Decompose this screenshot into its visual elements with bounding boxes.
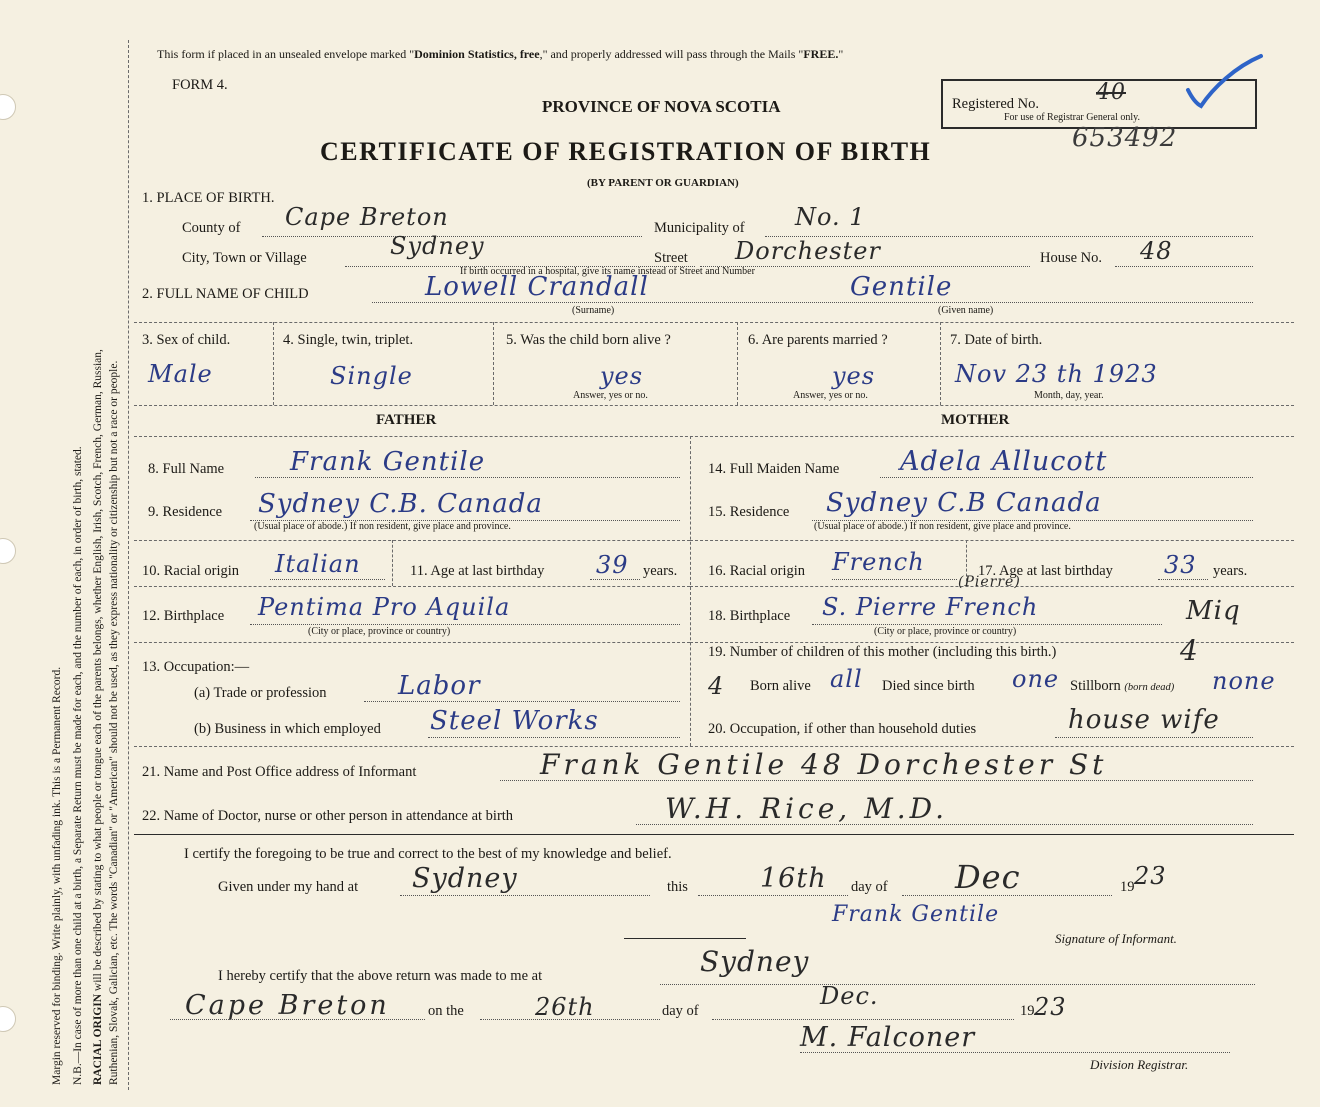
doctor-label: 22. Name of Doctor, nurse or other person in attendance at birth (142, 808, 514, 824)
married-label: 6. Are parents married ? (748, 332, 888, 348)
father-name-value: Frank Gentile (290, 447, 486, 477)
check-mark-icon (1185, 52, 1265, 117)
father-residence-caption: (Usual place of abode.) If non resident, give place and province. (254, 521, 511, 532)
mother-racial-label: 16. Racial origin (708, 563, 806, 579)
child-surname-value: Gentile (850, 272, 953, 302)
father-name-line (255, 477, 680, 478)
county-value: Cape Breton (285, 203, 449, 231)
divider-row3-bottom (134, 405, 1294, 406)
mother-birthplace-caption: (City or place, province or country) (874, 626, 1017, 637)
surname-caption: (Surname) (572, 305, 615, 316)
hospital-note: If birth occurred in a hospital, give its name instead of Street and Number (460, 266, 755, 277)
divider-row3-top (134, 322, 1294, 323)
mother-name-value: Adela Allucott (900, 446, 1108, 477)
divider-certify-top (134, 834, 1294, 835)
father-racial-label: 10. Racial origin (142, 563, 240, 579)
father-name-label: 8. Full Name (148, 461, 225, 477)
municipality-value: No. 1 (795, 203, 866, 231)
registrar-month-line (712, 1019, 1014, 1020)
mother-birthplace-value: S. Pierre French (822, 593, 1039, 621)
registrar-year-prefix: 19 (1020, 1003, 1035, 1019)
municipality-label: Municipality of (654, 220, 745, 236)
certify-day-value: 16th (760, 863, 827, 894)
father-trade-label: (a) Trade or profession (194, 685, 327, 701)
registered-value: 40 (1096, 80, 1126, 105)
house-label: House No. (1040, 250, 1103, 266)
street-value: Dorchester (735, 237, 881, 265)
mother-children-value: 4 (1180, 634, 1199, 667)
divider-mother-residence (690, 540, 1294, 541)
mother-occupation-line (1055, 737, 1253, 738)
child-name-line (372, 302, 1253, 303)
father-trade-value: Labor (398, 671, 481, 701)
margin-line-binding: Margin reserved for binding. Write plainly, with unfading ink. This is a Permanent Record. (51, 666, 63, 1085)
house-line (1115, 266, 1253, 267)
city-label: City, Town or Village (182, 250, 307, 266)
registrar-signature: M. Falconer (800, 1022, 976, 1053)
given-under-label: Given under my hand at (218, 879, 359, 895)
father-birthplace-line (250, 624, 680, 625)
form-number: FORM 4. (172, 77, 228, 93)
father-birthplace-value: Pentima Pro Aquila (258, 593, 511, 621)
mother-age-value: 33 (1164, 551, 1197, 579)
margin-instructions (0, 0, 130, 1107)
father-business-line (428, 737, 680, 738)
mother-age-line (1158, 579, 1208, 580)
registrar-county-value: Cape Breton (185, 990, 390, 1021)
informant-label: 21. Name and Post Office address of Informant (142, 764, 417, 780)
father-racial-value: Italian (275, 550, 361, 578)
sex-label: 3. Sex of child. (142, 332, 231, 348)
registrar-county-line (170, 1019, 425, 1020)
mother-residence-value: Sydney C.B Canada (826, 488, 1102, 518)
certify-day-of-label: day of (851, 879, 888, 895)
division-registrar-caption: Division Registrar. (1090, 1057, 1189, 1072)
certify-statement: I certify the foregoing to be true and correct to the best of my knowledge and belief. (184, 846, 672, 862)
registrar-place-value: Sydney (700, 945, 810, 978)
child-name-label: 2. FULL NAME OF CHILD (142, 286, 309, 302)
signature-informant-caption: Signature of Informant. (1055, 931, 1177, 946)
certificate-subtitle: (BY PARENT OR GUARDIAN) (587, 177, 739, 189)
mail-notice-b: Dominion Statistics, free (414, 47, 540, 61)
mother-age-label: 17. Age at last birthday (978, 563, 1113, 579)
margin-racial-heading: RACIAL ORIGIN (92, 993, 104, 1085)
married-value: yes (832, 362, 876, 390)
registrar-day-of-label: day of (662, 1003, 699, 1019)
born-alive-value: yes (600, 362, 644, 390)
given-caption: (Given name) (938, 305, 994, 316)
dob-label: 7. Date of birth. (950, 332, 1043, 348)
father-residence-value: Sydney C.B. Canada (258, 489, 543, 519)
mother-died-value: one (1012, 665, 1060, 693)
plurality-label: 4. Single, twin, triplet. (283, 332, 414, 348)
mail-notice-d: FREE. (803, 47, 839, 61)
divider-col-2 (493, 322, 494, 405)
plurality-value: Single (330, 362, 413, 390)
registered-label: Registered No. (952, 96, 1039, 112)
certificate-title: CERTIFICATE OF REGISTRATION OF BIRTH (320, 137, 932, 166)
mother-name-line (880, 477, 1253, 478)
father-racial-line (270, 579, 385, 580)
certify-this-label: this (667, 879, 688, 895)
registrar-year-value: 23 (1034, 993, 1067, 1021)
divider-father-residence (134, 540, 690, 541)
mother-birthplace-label: 18. Birthplace (708, 608, 791, 624)
stillborn-text: Stillborn (1070, 678, 1121, 694)
certify-day-line (698, 895, 848, 896)
registrar-statement: I hereby certify that the above return was made to me at (218, 968, 543, 984)
divider-father-birthplace-bottom (134, 642, 690, 643)
father-age-label: 11. Age at last birthday (410, 563, 545, 579)
mail-notice-a: This form if placed in an unsealed envelope marked " (157, 47, 415, 61)
mother-occupation-value: house wife (1068, 705, 1220, 735)
certify-year-prefix: 19 (1120, 879, 1135, 895)
registrar-on-the-label: on the (428, 1003, 464, 1019)
mother-years-label: years. (1213, 563, 1248, 579)
stamp-number: 653492 (1072, 123, 1178, 153)
mother-stillborn-label (1070, 678, 1174, 695)
divider-parents-heading (134, 436, 1294, 437)
given-place-line (400, 895, 650, 896)
certify-year-value: 23 (1134, 862, 1167, 890)
child-given-value: Lowell Crandall (425, 272, 649, 302)
place-of-birth-heading: 1. PLACE OF BIRTH. (142, 190, 275, 206)
divider-father-racial-bottom (134, 586, 690, 587)
father-age-line (590, 579, 640, 580)
father-business-value: Steel Works (430, 706, 599, 736)
registrar-day-value: 26th (535, 993, 595, 1021)
margin-racial-text: will be described by stating to what people or tongue each of the parents belongs, whether English, Irish, Scotch, French, German, Russian, (92, 349, 104, 994)
informant-signature: Frank Gentile (832, 902, 1000, 927)
mother-birthplace-line (812, 624, 1162, 625)
certify-place-value: Sydney (412, 863, 518, 894)
divider-parents-center (690, 436, 691, 746)
sex-value: Male (148, 360, 213, 388)
mother-children-label: 19. Number of children of this mother (including this birth.) (708, 644, 1057, 660)
divider-col-4 (940, 322, 941, 405)
mother-occupation-label: 20. Occupation, if other than household duties (708, 721, 977, 737)
binding-line (128, 40, 129, 1090)
mother-born-alive-label: Born alive (750, 678, 811, 694)
father-birthplace-label: 12. Birthplace (142, 608, 225, 624)
mail-notice-c: ," and properly addressed will pass through the Mails " (539, 47, 804, 61)
doctor-value: W.H. Rice, M.D. (665, 792, 949, 825)
born-alive-label: 5. Was the child born alive ? (506, 332, 671, 348)
mail-notice-e: " (838, 47, 844, 61)
mother-residence-label: 15. Residence (708, 504, 790, 520)
province-heading: PROVINCE OF NOVA SCOTIA (542, 97, 781, 116)
divider-mother-birthplace-bottom (690, 642, 1294, 643)
county-label: County of (182, 220, 241, 236)
mail-notice (157, 47, 843, 62)
mother-name-label: 14. Full Maiden Name (708, 461, 840, 477)
mother-racial-line (832, 579, 957, 580)
registrar-month-value: Dec. (820, 982, 879, 1010)
divider-col-3 (737, 322, 738, 405)
father-business-label: (b) Business in which employed (194, 721, 381, 737)
mother-stillborn-value: none (1212, 667, 1276, 695)
street-label: Street (654, 250, 688, 266)
divider-father-racial (392, 540, 393, 586)
mother-birthplace-extra: Miq (1186, 596, 1241, 626)
mother-born-alive-value: all (830, 665, 863, 693)
married-caption: Answer, yes or no. (793, 390, 868, 401)
father-heading: FATHER (376, 412, 437, 428)
dob-value: Nov 23 th 1923 (955, 360, 1158, 388)
father-years-label: years. (643, 563, 678, 579)
born-alive-caption: Answer, yes or no. (573, 390, 648, 401)
house-value: 48 (1140, 237, 1173, 265)
mother-racial-value: French (832, 548, 925, 576)
registrar-place-line (660, 984, 1255, 985)
mother-residence-caption: (Usual place of abode.) If non resident, give place and province. (814, 521, 1071, 532)
stillborn-caption: (born dead) (1124, 682, 1175, 693)
certify-month-value: Dec (955, 858, 1021, 896)
mother-born-alive-count: 4 (708, 672, 725, 700)
mother-birthplace-correction: (Pierre) (958, 574, 1021, 590)
mother-died-label: Died since birth (882, 678, 975, 694)
margin-line-nb: N.B.—In case of more than one child at a birth, a Separate Return must be made for each, and the number of each, in order of birth, stated. (71, 446, 84, 1085)
city-value: Sydney (390, 232, 485, 260)
divider-parents-bottom (134, 746, 1294, 747)
father-residence-label: 9. Residence (148, 504, 223, 520)
registrar-note: For use of Registrar General only. (1004, 112, 1140, 123)
informant-value: Frank Gentile 48 Dorchester St (540, 748, 1108, 781)
father-birthplace-caption: (City or place, province or country) (308, 626, 451, 637)
margin-line-ruthenian: Ruthenian, Slovak, Galician, etc. The words "Canadian" or "American" should not be used, as they express nationality or citizenship but not a race or people. (107, 360, 120, 1085)
divider-signature (624, 938, 746, 939)
mother-heading: MOTHER (941, 412, 1010, 428)
father-occupation-label: 13. Occupation:— (142, 659, 250, 675)
dob-caption: Month, day, year. (1034, 390, 1104, 401)
margin-line-racial (91, 0, 107, 1107)
divider-col-1 (273, 322, 274, 405)
father-age-value: 39 (596, 551, 629, 579)
registrar-signature-line (800, 1052, 1230, 1053)
father-trade-line (364, 701, 680, 702)
